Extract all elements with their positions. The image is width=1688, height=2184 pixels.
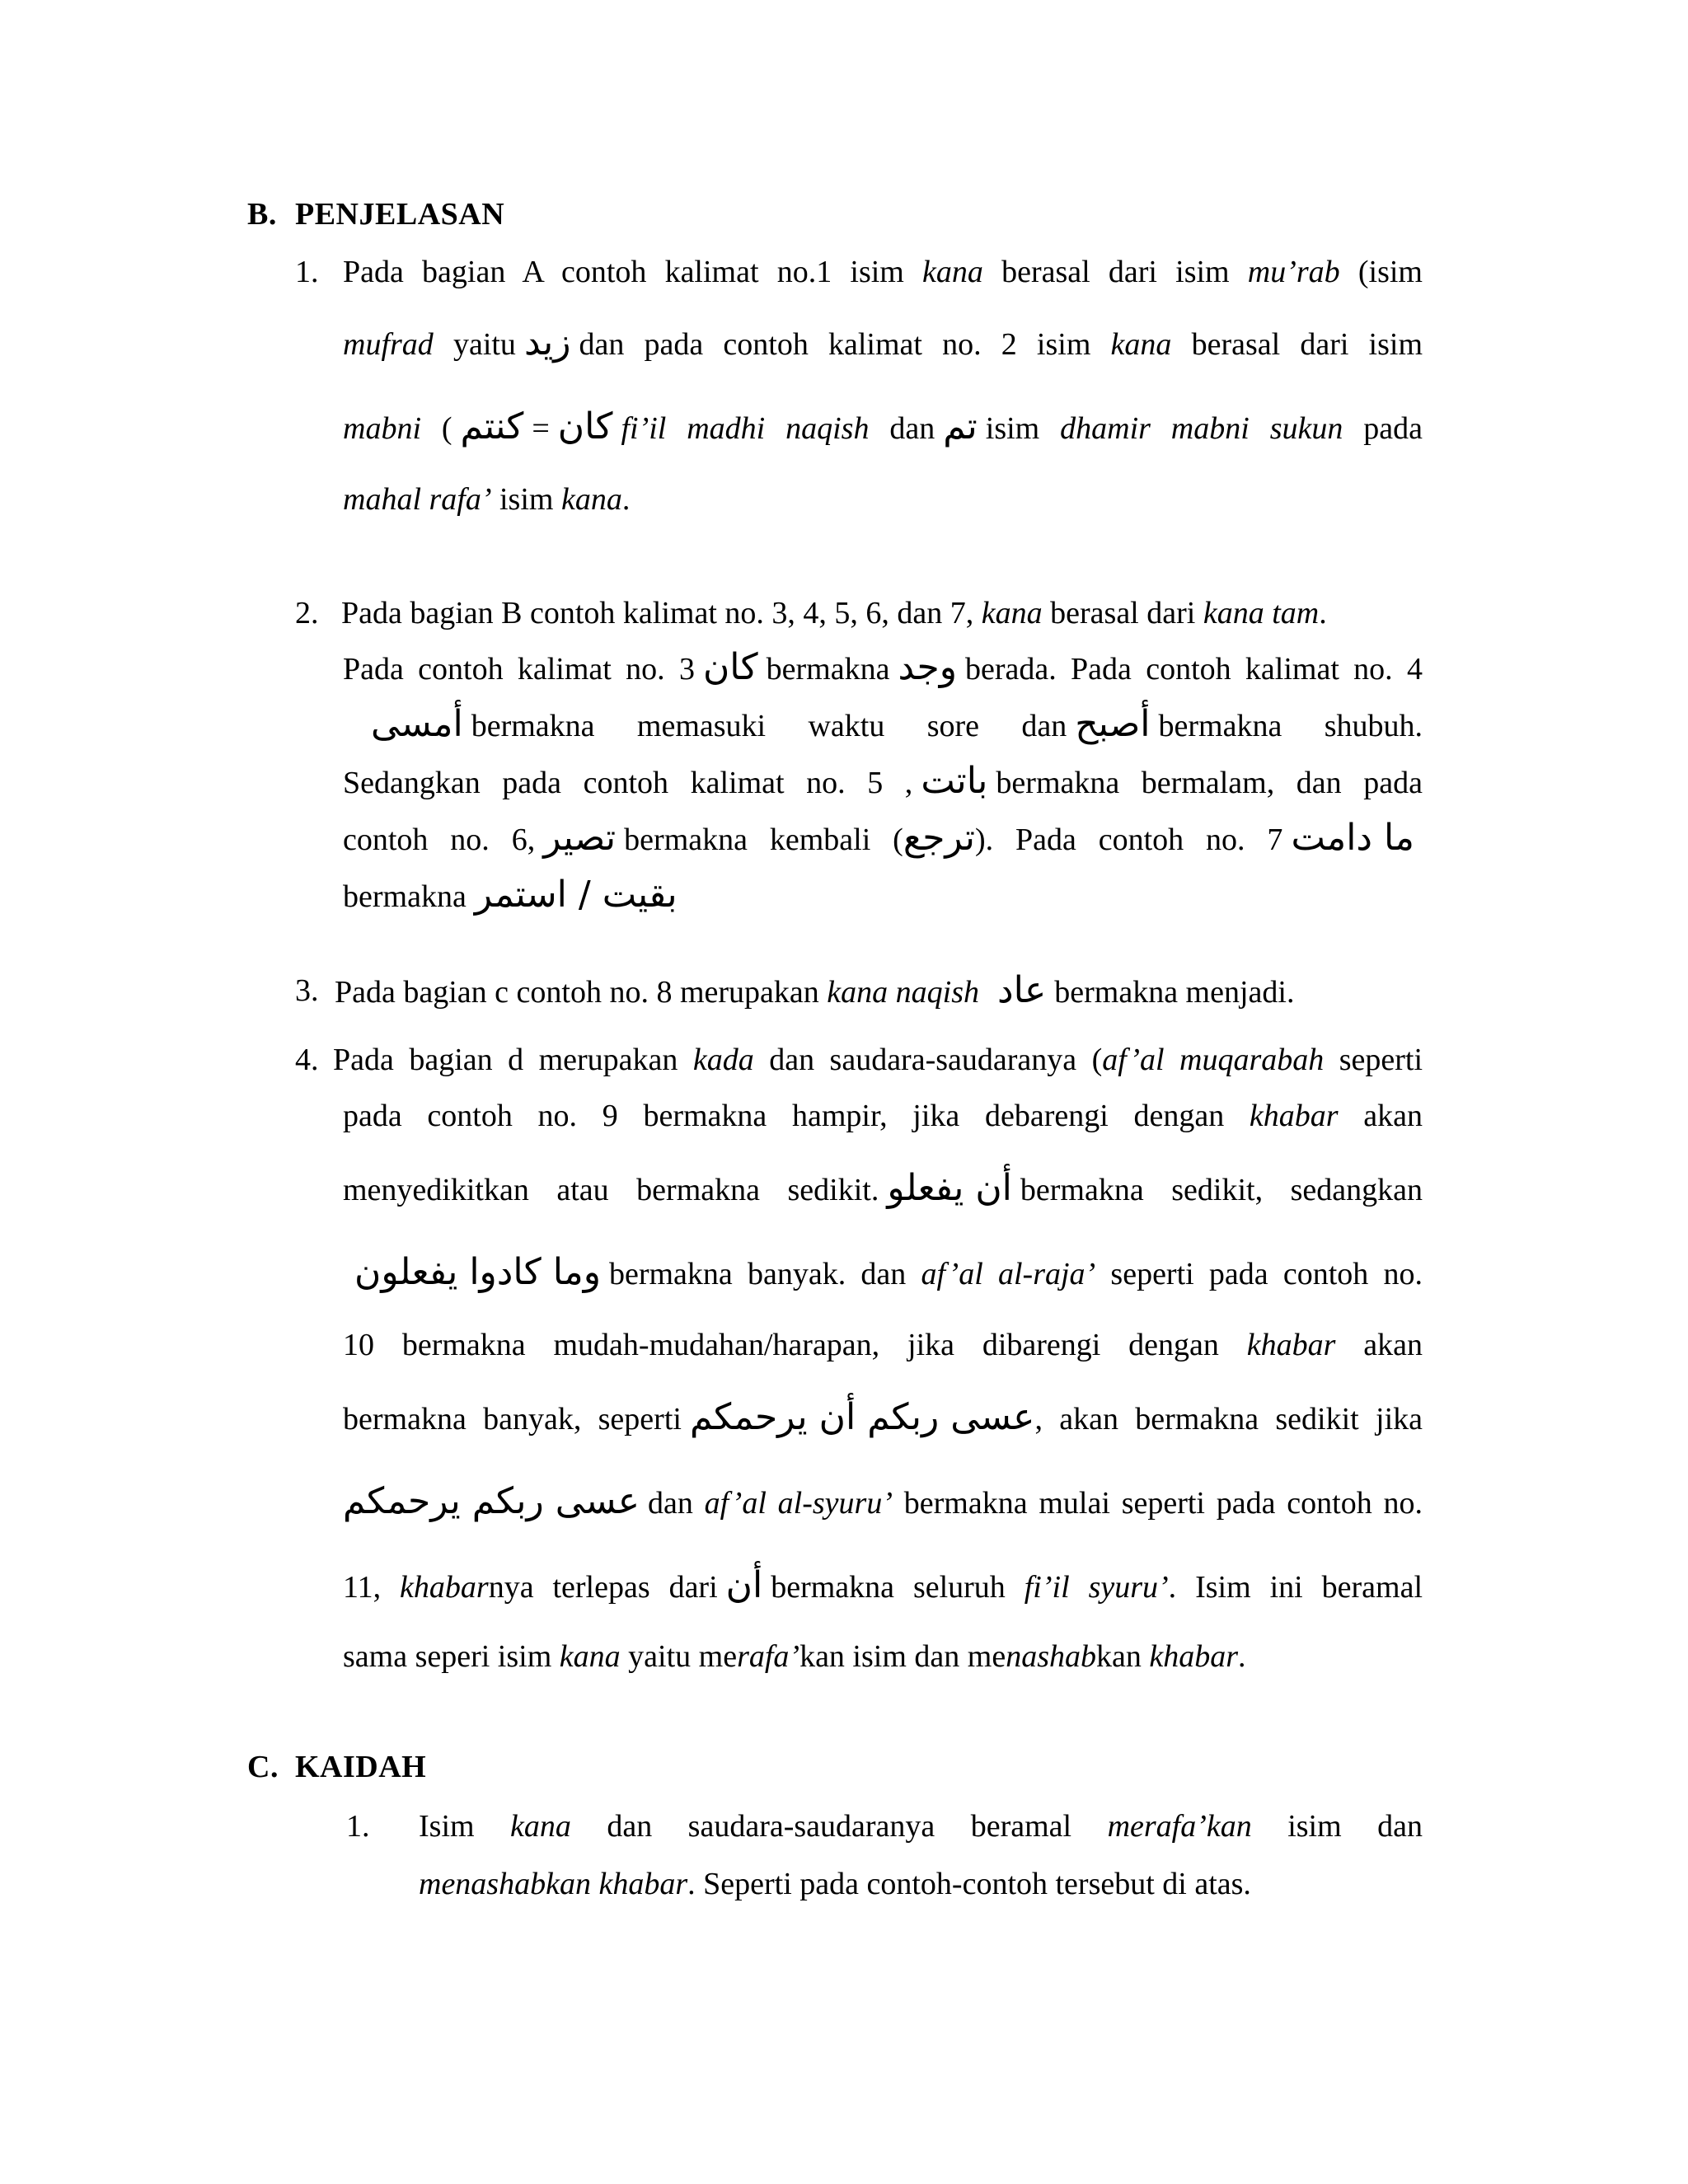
text: kan xyxy=(1095,1639,1150,1674)
b-point-3-number: 3. xyxy=(295,973,319,1008)
text: , akan bermakna sedikit jika xyxy=(1034,1402,1423,1436)
section-b-heading xyxy=(247,196,504,232)
term-merafakan: merafa’kan xyxy=(1107,1809,1252,1844)
arabic-ashbaha: أصبح xyxy=(1075,703,1151,745)
b-point-1-line-1 xyxy=(343,252,1423,292)
arabic-an: أن xyxy=(725,1564,763,1606)
section-b-letter: B. xyxy=(247,197,277,232)
text: dan xyxy=(647,1486,705,1521)
text: dan saudara-saudaranya beramal xyxy=(570,1809,1108,1844)
text: Pada bagian d merupakan xyxy=(333,1043,693,1077)
c-point-1-number: 1. xyxy=(346,1809,370,1844)
text: ). Pada contoh no. 7 xyxy=(974,823,1283,857)
term-kada: kada xyxy=(692,1043,754,1077)
b-point-4-line-3 xyxy=(343,1169,1423,1210)
text: nya terlepas dari xyxy=(488,1570,718,1605)
term-rafa: rafa’ xyxy=(737,1639,800,1674)
text: berasal dari isim xyxy=(982,255,1248,289)
term-afal-muqarabah: af’al muqarabah xyxy=(1102,1043,1325,1077)
b-point-1-line-4 xyxy=(343,480,1423,519)
arabic-madamat: ما دامت xyxy=(1291,817,1414,859)
arabic-asa-rabbukum-an-yarhamakum: عسى ربكم أن يرحمكم xyxy=(689,1396,1035,1438)
arabic-kuntum: كنتم xyxy=(460,405,524,448)
arabic-kana: كان xyxy=(702,646,758,688)
arabic-ada: عاد xyxy=(996,969,1047,1011)
arabic-amsa: أمسى xyxy=(371,703,463,745)
section-c-title: KAIDAH xyxy=(295,1750,427,1784)
text: yaitu xyxy=(433,327,516,362)
section-c-heading xyxy=(247,1749,426,1785)
text: berasal dari isim xyxy=(1171,327,1423,362)
c-point-1-line-1 xyxy=(419,1807,1423,1846)
b-point-3-line-1 xyxy=(335,971,1414,1012)
text: bermakna banyak. dan xyxy=(608,1257,921,1291)
term-kana: kana xyxy=(922,255,983,289)
term-khabar: khabar xyxy=(1249,1099,1339,1133)
text: sama seperi isim xyxy=(343,1639,560,1674)
text: bermakna xyxy=(766,652,890,687)
term-khabar: khabar xyxy=(1149,1639,1239,1674)
text: contoh no. 6, xyxy=(343,823,536,857)
b-point-2-number: 2. xyxy=(295,596,319,630)
term-kana: kana xyxy=(560,482,622,517)
text: bermakna shubuh. xyxy=(1158,709,1423,743)
term-kana: kana xyxy=(510,1809,571,1844)
term-afal-al-raja: af’al al-raja’ xyxy=(921,1257,1096,1291)
text: seperti xyxy=(1324,1043,1423,1077)
text: bermakna memasuki waktu sore dan xyxy=(471,709,1067,743)
text: . Isim ini beramal xyxy=(1168,1570,1423,1605)
b-point-2-line-6 xyxy=(343,875,1423,916)
text: dan xyxy=(869,411,935,446)
text: Sedangkan pada contoh kalimat no. 5 , xyxy=(343,766,913,800)
b-point-2-line-3 xyxy=(363,705,1423,746)
text: . xyxy=(1319,596,1327,630)
term-mufrad: mufrad xyxy=(343,327,434,362)
text: bermakna xyxy=(343,879,467,914)
arabic-asa-rabbukum-yarhamakum: عسى ربكم يرحمكم xyxy=(343,1480,640,1522)
arabic-baqiyat-istamar: بقيت / استمر xyxy=(474,874,678,916)
b-point-4-line-8 xyxy=(343,1566,1423,1607)
text: bermakna bermalam, dan pada xyxy=(996,766,1423,800)
text: pada contoh no. 9 bermakna hampir, jika debarengi dengan xyxy=(343,1099,1250,1133)
term-kana: kana xyxy=(1110,327,1172,362)
text: Pada bagian B contoh kalimat no. 3, 4, 5, 6, dan 7, xyxy=(341,596,982,630)
b-point-4-line-9 xyxy=(343,1637,1423,1676)
section-c-letter: C. xyxy=(247,1750,279,1784)
term-fiil-syuru: fi’il syuru’ xyxy=(1024,1570,1169,1605)
text: pada xyxy=(1343,411,1423,446)
text: 11, xyxy=(343,1570,401,1605)
arabic-zaid: زيد xyxy=(523,321,571,363)
term-dhamir: dhamir mabni sukun xyxy=(1060,411,1343,446)
arabic-batat: باتت xyxy=(921,760,988,802)
text: dan pada contoh kalimat no. 2 isim xyxy=(579,327,1111,362)
text: isim xyxy=(985,411,1061,446)
text: berada. Pada contoh kalimat no. 4 xyxy=(964,652,1423,687)
b-point-4-line-2 xyxy=(343,1096,1423,1136)
b-point-4-line-6 xyxy=(343,1398,1423,1439)
text: akan xyxy=(1335,1328,1423,1362)
arabic-kana: كان xyxy=(557,405,613,448)
b-point-2-line-5 xyxy=(343,818,1423,860)
b-point-1-line-2 xyxy=(343,323,1423,364)
term-khabar: khabar xyxy=(1246,1328,1336,1362)
text: . xyxy=(621,482,631,517)
text: bermakna kembali ( xyxy=(624,823,903,857)
text: yaitu me xyxy=(620,1639,738,1674)
term-mahal-rafa: mahal rafa’ xyxy=(343,482,492,517)
text: Pada contoh kalimat no. 3 xyxy=(343,652,695,687)
term-menashabkan-khabar: menashabkan khabar xyxy=(419,1867,688,1901)
text: bermakna sedikit, sedangkan xyxy=(1020,1173,1423,1207)
text: Pada bagian A contoh kalimat no.1 isim xyxy=(343,255,923,289)
arabic-wama-kadu-yafalun: وما كادوا يفعلون xyxy=(354,1251,601,1293)
b-point-2-line-4 xyxy=(343,762,1423,803)
text: bermakna seluruh xyxy=(771,1570,1025,1605)
b-point-2-line-2 xyxy=(343,648,1423,689)
text: akan xyxy=(1338,1099,1423,1133)
b-point-1-line-3 xyxy=(343,407,1423,448)
c-point-1-line-2 xyxy=(419,1864,1498,1904)
text: dan saudara-saudaranya ( xyxy=(753,1043,1103,1077)
arabic-an-yafalu: أن يفعلو xyxy=(887,1167,1012,1209)
text: isim xyxy=(491,482,561,517)
term-kana: kana xyxy=(559,1639,621,1674)
text: . Seperti pada contoh-contoh tersebut di atas. xyxy=(687,1867,1251,1901)
text: bermakna mulai seperti pada contoh no. xyxy=(893,1486,1423,1521)
b-point-4-line-4 xyxy=(354,1253,1423,1294)
text: kan isim dan me xyxy=(799,1639,1006,1674)
text: Isim xyxy=(419,1809,511,1844)
text: isim dan xyxy=(1251,1809,1423,1844)
b-point-1-number: 1. xyxy=(295,255,319,289)
text: bermakna banyak, seperti xyxy=(343,1402,682,1436)
term-khabar: khabar xyxy=(400,1570,489,1605)
term-kana-naqish: kana naqish xyxy=(827,975,979,1010)
arabic-tum: تم xyxy=(943,405,978,448)
text: 10 bermakna mudah-mudahan/harapan, jika dibarengi dengan xyxy=(343,1328,1247,1362)
arabic-wujida: وجد xyxy=(898,646,957,688)
term-nashab: nashab xyxy=(1006,1639,1096,1674)
text: Pada bagian c contoh no. 8 merupakan xyxy=(335,975,828,1010)
text: (isim xyxy=(1339,255,1423,289)
arabic-tashir: تصير xyxy=(543,817,617,859)
text: . xyxy=(1238,1639,1246,1674)
text: menyedikitkan atau bermakna sedikit. xyxy=(343,1173,879,1207)
term-murab: mu’rab xyxy=(1247,255,1340,289)
term-kana-tam: kana tam xyxy=(1203,596,1320,630)
b-point-2-line-1 xyxy=(341,593,1421,633)
text: berasal dari xyxy=(1042,596,1203,630)
b-point-4-line-5 xyxy=(343,1325,1423,1365)
term-mabni: mabni xyxy=(343,411,421,446)
text: seperti pada contoh no. xyxy=(1095,1257,1423,1291)
text: ( xyxy=(421,411,452,446)
section-b-title: PENJELASAN xyxy=(295,197,505,232)
b-point-4-number: 4. xyxy=(295,1043,319,1077)
term-fiil-madhi-naqish: fi’il madhi naqish xyxy=(621,411,870,446)
term-kana: kana xyxy=(981,596,1043,630)
b-point-4-line-7 xyxy=(343,1482,1423,1523)
equals-sign: = xyxy=(532,411,550,446)
b-point-4-line-1 xyxy=(333,1040,1423,1080)
text: bermakna menjadi. xyxy=(1054,975,1295,1010)
arabic-tarjiu: ترجع xyxy=(903,817,975,859)
term-afal-al-syuru: af’al al-syuru’ xyxy=(704,1486,893,1521)
